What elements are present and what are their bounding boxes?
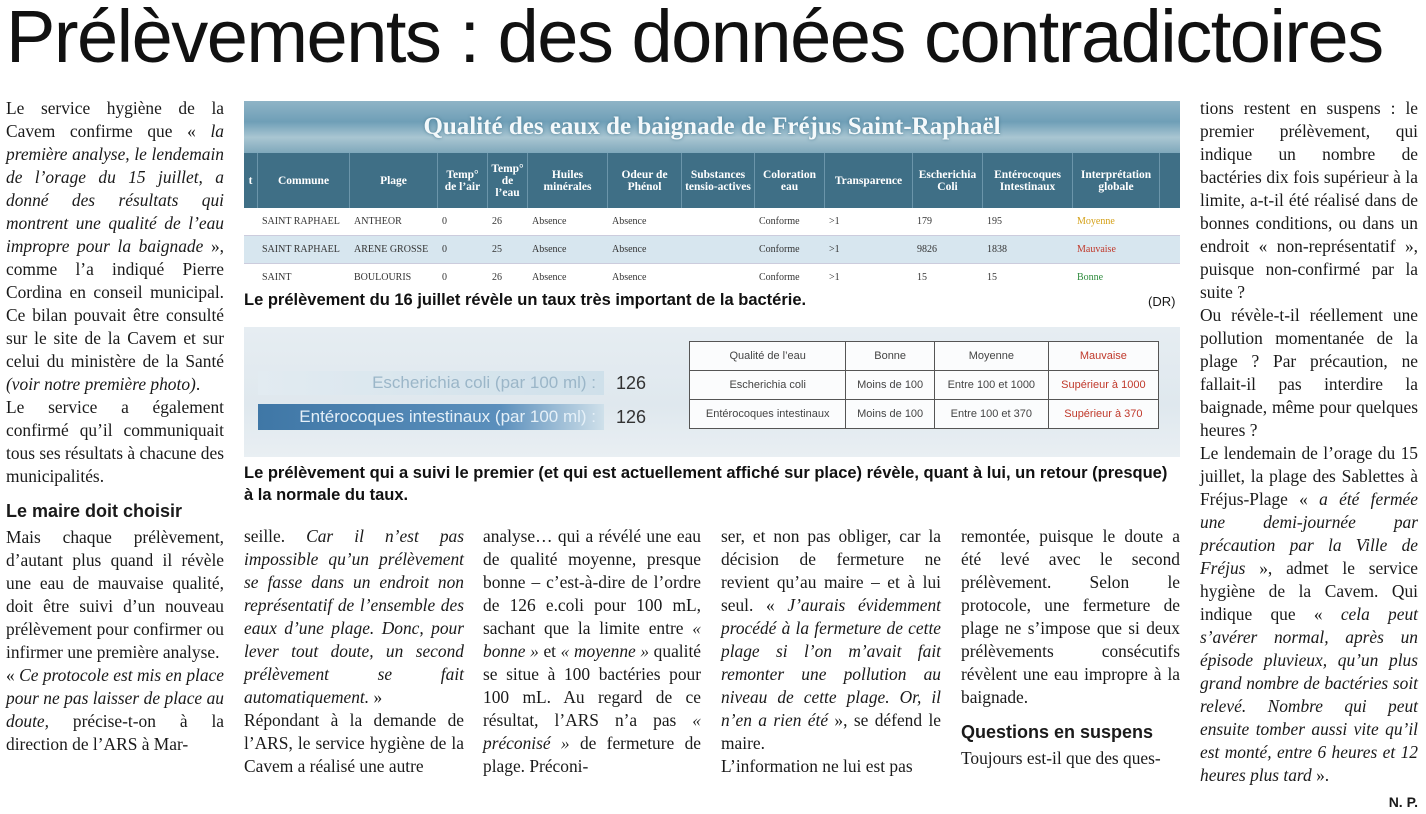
- reference-cell: Entérocoques intestinaux: [690, 400, 846, 429]
- photo-table-column-header: Substances tensio-actives: [682, 153, 755, 208]
- paragraph: Toujours est-il que des ques-: [961, 748, 1161, 768]
- text-column-5: [961, 525, 1180, 770]
- enterococci-value: 126: [616, 407, 647, 427]
- photo-table-cell: >1: [829, 272, 840, 283]
- photo-table-column-header: Coloration eau: [755, 153, 825, 208]
- photo-table-cell: SAINT RAPHAEL: [262, 244, 340, 255]
- reference-cell: Moins de 100: [846, 400, 935, 429]
- reference-cell: Supérieur à 370: [1048, 400, 1158, 429]
- photo-table-column-header: Temp° de l’air: [438, 153, 488, 208]
- photo-table-column-header: t: [244, 153, 258, 208]
- paragraph: Le service a également confirmé qu’il communiquait tous ses résultats à chacune des municipalités.: [6, 397, 224, 486]
- photo-table-title: Qualité des eaux de baignade de Fréjus Saint-Raphaël: [423, 113, 1001, 140]
- reference-row: [690, 400, 1159, 429]
- photo-table-cell: [244, 208, 258, 235]
- photo-table-column-header: Entérocoques Intestinaux: [983, 153, 1073, 208]
- enterococci-label: Entérocoques intestinaux (par 100 ml) :: [258, 404, 604, 430]
- text-column-3: [483, 525, 701, 778]
- reference-row: [690, 371, 1159, 400]
- photo-table-cell: SAINT RAPHAEL: [262, 216, 340, 227]
- photo-table-row: [244, 264, 1180, 288]
- photo-table-cell: Absence: [532, 216, 567, 227]
- photo-table-cell: 0: [442, 272, 447, 283]
- photo-table-cell: [244, 236, 258, 263]
- photo-table-cell: 195: [987, 216, 1002, 227]
- photo-table-body: [244, 208, 1180, 288]
- text-column-4: [721, 525, 941, 778]
- reference-cell: Bonne: [846, 342, 935, 371]
- photo-table-cell: BOULOURIS: [354, 272, 412, 283]
- photo-table-cell: ANTHEOR: [354, 216, 402, 227]
- paragraph: tions restent en suspens : le premier prélèvement, qui indique un nombre de bactéries dix fois supérieur à la limite, a-t-il été réalisé dans de bonnes conditions, ou dans un endroit « non-représentatif », puisque non-confirmé par la suite ?: [1200, 98, 1418, 302]
- paragraph: « Ce protocole est mis en place pour ne pas laisser de place au doute, précise-t-on à la direction de l’ARS à Mar-: [6, 665, 224, 754]
- photo-table-cell: >1: [829, 244, 840, 255]
- reference-cell: Escherichia coli: [690, 371, 846, 400]
- photo-table-cell: [682, 208, 755, 235]
- photo-table-cell: 1838: [987, 244, 1007, 255]
- paragraph: seille. Car il n’est pas impossible qu’un prélèvement se fasse dans un endroit non représentatif de l’ensemble des eaux d’une plage. Donc, pour lever tout doute, un second prélèvement se fait automatiquement. »: [244, 526, 465, 707]
- photo-table-cell: 26: [492, 272, 502, 283]
- reference-cell: Qualité de l’eau: [690, 342, 846, 371]
- photo-credit: (DR): [1148, 294, 1176, 309]
- paragraph: L’information ne lui est pas: [721, 756, 913, 776]
- photo-caption-2: Le prélèvement qui a suivi le premier (et qui est actuellement affiché sur place) révèle, quant à lui, un retour (presque) à la normale du taux.: [244, 464, 1168, 504]
- reference-header-row: [690, 342, 1159, 371]
- photo-table-cell: 179: [917, 216, 932, 227]
- photo-table-column-header: Commune: [258, 153, 350, 208]
- photo-table-row: [244, 208, 1180, 236]
- photo-table-column-header: Temp° de l’eau: [488, 153, 528, 208]
- paragraph: Ou révèle-t-il réellement une pollution momentanée de la plage ? Par précaution, ne fallait-il pas interdire la baignade, même pour quelques heures ?: [1200, 305, 1418, 440]
- paragraph: Le service hygiène de la Cavem confirme que « la première analyse, le lendemain de l’orage du 15 juillet, a donné des résultats qui montrent une qualité de l’eau impropre pour la baignade », comme l’a indiqué Pierre Cordina en conseil municipal. Ce bilan pouvait être consulté sur le site de la Cavem et sur celui du ministère de la Santé (voir notre première photo).: [6, 98, 225, 394]
- paragraph: ser, et non pas obliger, car la décision de fermeture ne revient qu’au maire – et à lui seul. « J’aurais évidemment procédé à la fermeture de cette plage si l’on m’avait fait remonter une pollution au niveau de cette plage. Or, il n’en a rien été », se défend le maire.: [721, 526, 941, 753]
- photo-table-cell: Absence: [532, 244, 567, 255]
- reference-cell: Moins de 100: [846, 371, 935, 400]
- photo-table-cell: ARENE GROSSE: [354, 244, 429, 255]
- photo-table-cell: 0: [442, 216, 447, 227]
- photo-table-cell: >1: [829, 216, 840, 227]
- photo-table-column-header: Plage: [350, 153, 438, 208]
- reference-cell: Supérieur à 1000: [1048, 371, 1158, 400]
- photo-caption-1: Le prélèvement du 16 juillet révèle un taux très important de la bactérie.: [244, 291, 807, 309]
- reference-cell: Entre 100 et 370: [934, 400, 1048, 429]
- text-column-1: [6, 97, 224, 756]
- photo-table-cell: Absence: [612, 244, 647, 255]
- photo-table-cell: 15: [987, 272, 997, 283]
- photo-table-cell: Bonne: [1077, 272, 1104, 283]
- photo-table-cell: Moyenne: [1077, 216, 1115, 227]
- photo-table-cell: Absence: [612, 216, 647, 227]
- ecoli-value: 126: [616, 373, 647, 393]
- paragraph: Le lendemain de l’orage du 15 juillet, la plage des Sablettes à Fréjus-Plage « a été fermée une demi-journée par précaution par la Ville de Fréjus », admet le service hygiène de la Cavem. Qui indique que « cela peut s’avérer normal, après un épisode pluvieux, qu’un plus grand nombre de bactéries soit relevé. Nombre qui peut ensuite tomber aussi vite qu’il est monté, entre 6 heures et 12 heures plus tard ».: [1200, 443, 1418, 785]
- paragraph: analyse… qui a révélé une eau de qualité moyenne, presque bonne – c’est-à-dire de l’ordre de 126 e.coli pour 100 mL, sachant que la limite entre « bonne » et « moyenne » qualité se situe à 100 bactéries pour 100 mL. Au regard de ce résultat, l’ARS n’a pas « préconisé » de fermeture de plage. Préconi-: [483, 526, 702, 776]
- reference-cell: Mauvaise: [1048, 342, 1158, 371]
- photo-table-cell: Conforme: [759, 244, 800, 255]
- text-column-6: [1200, 97, 1418, 814]
- quality-reference-table: [689, 341, 1159, 429]
- photo-table-cell: Absence: [532, 272, 567, 283]
- photo-table-cell: Conforme: [759, 216, 800, 227]
- text-column-2: [244, 525, 464, 778]
- sample-result-photo: [244, 327, 1180, 457]
- photo-table-cell: SAINT: [262, 272, 292, 283]
- reference-cell: Moyenne: [934, 342, 1048, 371]
- photo-table-column-header: Escherichia Coli: [913, 153, 983, 208]
- photo-table-column-header: Transparence: [825, 153, 913, 208]
- photo-table-cell: [682, 236, 755, 263]
- ecoli-label: Escherichia coli (par 100 ml) :: [258, 371, 604, 395]
- water-quality-table-photo: [244, 101, 1180, 288]
- photo-table-cell: 0: [442, 244, 447, 255]
- photo-table-cell: Absence: [612, 272, 647, 283]
- photo-table-cell: 26: [492, 216, 502, 227]
- subheading: Questions en suspens: [961, 722, 1154, 742]
- photo-table-cell: [682, 264, 755, 288]
- paragraph: Mais chaque prélèvement, d’autant plus quand il révèle une eau de mauvaise qualité, doit être suivi d’un nouveau prélèvement pour confirmer ou infirmer une première analyse.: [6, 527, 224, 662]
- photo-banner: [244, 101, 1180, 153]
- photo-table-cell: Conforme: [759, 272, 800, 283]
- headline: Prélèvements : des données contradictoires: [6, 0, 1383, 78]
- photo-table-column-header: Huiles minérales: [528, 153, 608, 208]
- paragraph: Répondant à la demande de l’ARS, le service hygiène de la Cavem a réalisé une autre: [244, 710, 464, 776]
- photo-table-header: [244, 153, 1180, 208]
- subheading: Le maire doit choisir: [6, 501, 183, 521]
- photo-table-cell: 15: [917, 272, 927, 283]
- photo-table-cell: [244, 264, 258, 288]
- photo-table-cell: 25: [492, 244, 502, 255]
- reference-cell: Entre 100 et 1000: [934, 371, 1048, 400]
- author-signature: N. P.: [1388, 794, 1418, 810]
- paragraph: remontée, puisque le doute a été levé avec le second prélèvement. Selon le protocole, une fermeture de plage ne s’impose que si deux prélèvements consécutifs révèlent une eau impropre à la baignade.: [961, 526, 1180, 707]
- photo-table-column-header: Interprétation globale: [1073, 153, 1160, 208]
- photo-table-row: [244, 236, 1180, 264]
- photo-table-column-header: Odeur de Phénol: [608, 153, 682, 208]
- photo-table-cell: Mauvaise: [1077, 244, 1116, 255]
- photo-table-cell: 9826: [917, 244, 937, 255]
